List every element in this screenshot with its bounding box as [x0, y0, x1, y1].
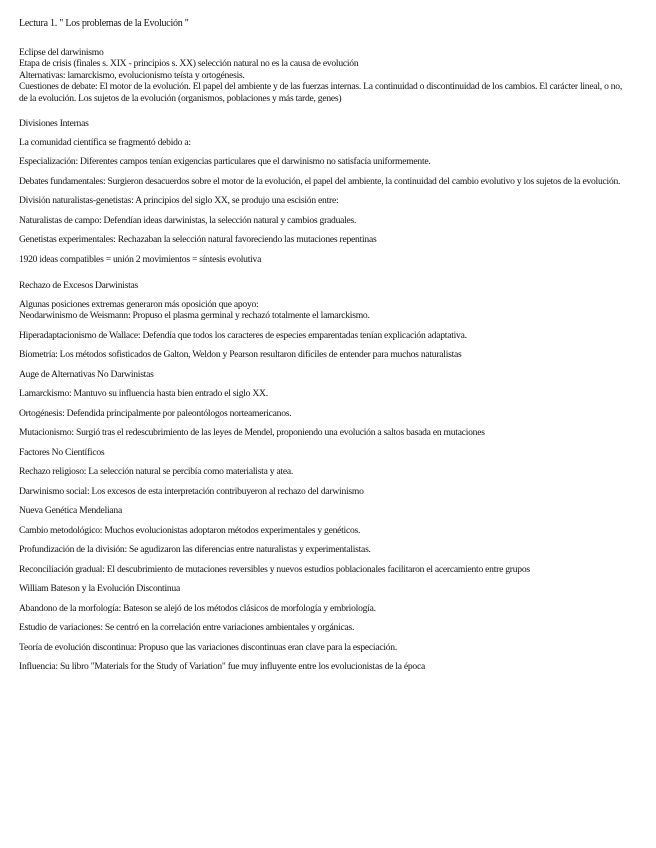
- section-heading-genetica: Nueva Genética Mendeliana: [19, 505, 122, 516]
- section-heading-bateson: William Bateson y la Evolución Discontinua: [19, 583, 180, 594]
- section-heading-divisiones: Divisiones Internas: [19, 118, 89, 129]
- eclipse-line-1: Etapa de crisis (finales s. XIX - principios s. XX) selección natural no es la causa de evolución: [19, 58, 359, 69]
- rechazo-item-2: Hiperadaptacionismo de Wallace: Defendía que todos los caracteres de especies emparentadas tenían explicación adaptativa.: [19, 329, 467, 341]
- section-auge: [19, 369, 632, 439]
- auge-item-1: Lamarckismo: Mantuvo su influencia hasta bien entrado el siglo XX.: [19, 388, 268, 399]
- factores-item-2: Darwinismo social: Los excesos de esta interpretación contribuyeron al rechazo del darwinismo: [19, 485, 364, 497]
- genetica-item-2: Profundización de la división: Se agudizaron las diferencias entre naturalistas y experimentalistas.: [19, 544, 371, 555]
- section-eclipse: [19, 47, 632, 105]
- section-genetica: [19, 505, 632, 575]
- bateson-item-1: Abandono de la morfología: Bateson se alejó de los métodos clásicos de morfología y embriología.: [19, 602, 376, 614]
- divisiones-item-1: Especialización: Diferentes campos tenían exigencias particulares que el darwinismo no satisfacía uniformemente.: [19, 156, 431, 167]
- bateson-item-2: Estudio de variaciones: Se centró en la correlación entre variaciones ambientales y orgánicas.: [19, 622, 355, 633]
- divisiones-item-4: Naturalistas de campo: Defendían ideas darwinistas, la selección natural y cambios graduales.: [19, 214, 357, 226]
- eclipse-line-3: Cuestiones de debate: El motor de la evolución. El papel del ambiente y de las fuerzas internas. La continuidad o discontinuidad de los cambios. El carácter lineal, o no, de la evolución. Los sujetos de la evolución (organismos, poblaciones y más tarde, genes): [19, 81, 623, 104]
- section-divisiones: [19, 118, 632, 265]
- section-rechazo: [19, 280, 632, 361]
- divisiones-item-5: Genetistas experimentales: Rechazaban la selección natural favoreciendo las mutaciones repentinas: [19, 234, 377, 245]
- divisiones-item-6: 1920 ideas compatibles = unión 2 movimientos = síntesis evolutiva: [19, 253, 262, 265]
- auge-item-3: Mutacionismo: Surgió tras el redescubrimiento de las leyes de Mendel, proponiendo una evolución a saltos basada en mutaciones: [19, 427, 485, 438]
- bateson-item-4: Influencia: Su libro "Materials for the Study of Variation" fue muy influyente entre los evolucionistas de la época: [19, 661, 425, 672]
- auge-item-2: Ortogénesis: Defendida principalmente por paleontólogos norteamericanos.: [19, 407, 292, 419]
- divisiones-item-3: División naturalistas-genetistas: A principios del siglo XX, se produjo una escisión entre:: [19, 195, 339, 206]
- section-factores: [19, 447, 632, 498]
- factores-item-1: Rechazo religioso: La selección natural se percibía como materialista y atea.: [19, 466, 294, 477]
- genetica-item-3: Reconciliación gradual: El descubrimiento de mutaciones reversibles y nuevos estudios poblacionales facilitaron el acercamiento entre grupos: [19, 563, 530, 575]
- rechazo-item-1: Neodarwinismo de Weismann: Propuso el plasma germinal y rechazó totalmente el lamarckismo.: [19, 310, 370, 321]
- section-heading-rechazo: Rechazo de Excesos Darwinistas: [19, 280, 139, 291]
- genetica-item-1: Cambio metodológico: Muchos evolucionistas adoptaron métodos experimentales y genéticos.: [19, 524, 361, 536]
- divisiones-intro: La comunidad científica se fragmentó debido a:: [19, 136, 191, 148]
- document-title: Lectura 1. " Los problemas de la Evolución ": [19, 18, 189, 29]
- section-heading-eclipse: Eclipse del darwinismo: [19, 46, 104, 58]
- bateson-item-3: Teoría de evolución discontinua: Propuso que las variaciones discontinuas eran clave para la especiación.: [19, 641, 398, 653]
- divisiones-item-2: Debates fundamentales: Surgieron desacuerdos sobre el motor de la evolución, el papel del ambiente, la continuidad del cambio evolutivo y los sujetos de la evolución.: [19, 175, 621, 187]
- rechazo-intro: Algunas posiciones extremas generaron más oposición que apoyo:: [19, 298, 259, 310]
- eclipse-line-2: Alternativas: lamarckismo, evolucionismo teísta y ortogénesis.: [19, 69, 245, 81]
- section-heading-factores: Factores No Científicos: [19, 446, 105, 458]
- section-bateson: [19, 583, 632, 673]
- section-heading-auge: Auge de Alternativas No Darwinistas: [19, 368, 154, 380]
- rechazo-item-3: Biometría: Los métodos sofisticados de Galton, Weldon y Pearson resultaron difíciles de entender para muchos naturalistas: [19, 349, 462, 360]
